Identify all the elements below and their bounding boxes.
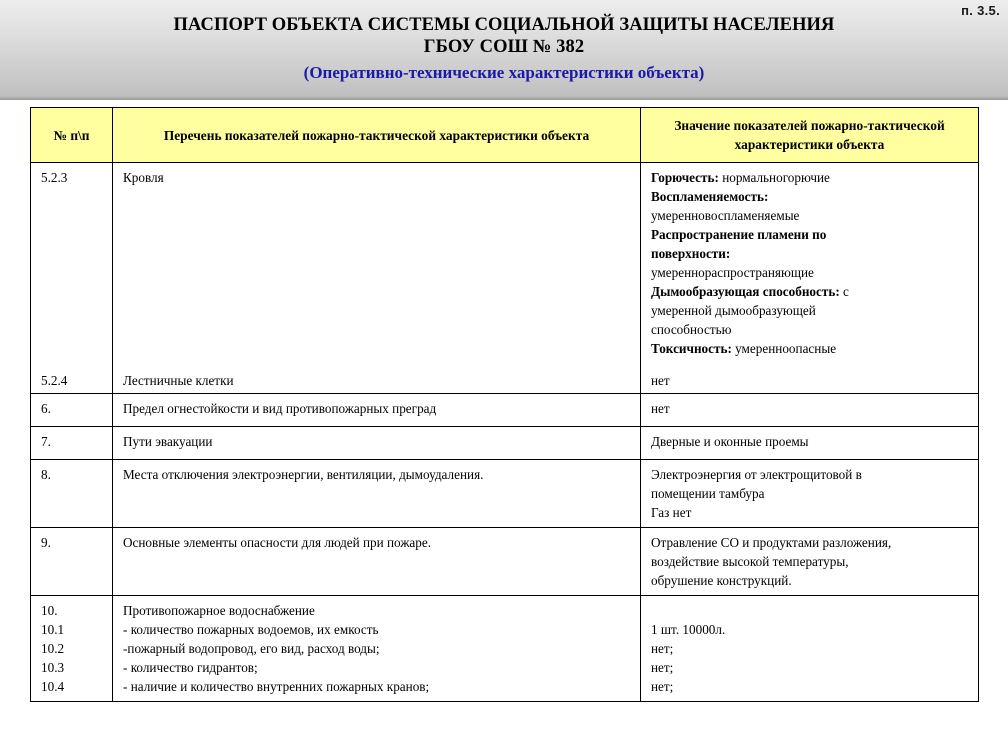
- indicator-value-line: [651, 320, 970, 339]
- value-text: Газ нет: [651, 505, 692, 520]
- indicator-name-cell: [113, 394, 641, 427]
- row-number: 5.2.4: [41, 373, 68, 388]
- value-label: Токсичность:: [651, 341, 732, 356]
- value-label: Распространение пламени по: [651, 227, 827, 242]
- indicator-value-line: [651, 263, 970, 282]
- indicator-value-line: [651, 503, 970, 522]
- indicator-value-line: [651, 639, 970, 658]
- column-header-indicator-list: Перечень показателей пожарно-тактической характеристики объекта: [113, 108, 641, 163]
- value-text: нет: [651, 401, 670, 416]
- indicator-name-cell: [113, 528, 641, 596]
- row-number: 10.4: [41, 679, 65, 694]
- page-subtitle: (Оперативно-технические характеристики объекта): [303, 63, 705, 82]
- indicator-name-line: Противопожарное водоснабжение: [123, 603, 315, 618]
- indicator-name-line: Пути эвакуации: [123, 434, 213, 449]
- indicator-value-line: [651, 432, 970, 451]
- row-number: 8.: [41, 467, 51, 482]
- table-row: [31, 460, 979, 528]
- table-body: [31, 163, 979, 702]
- indicator-value-line: [651, 465, 970, 484]
- row-number-cell: [31, 394, 113, 427]
- indicator-name-cell: [113, 369, 641, 394]
- value-label: Горючесть:: [651, 170, 719, 185]
- value-text: нет;: [651, 660, 674, 675]
- row-number: 9.: [41, 535, 51, 550]
- row-number: 10.3: [41, 660, 65, 675]
- value-text: умереннораспространяющие: [651, 265, 814, 280]
- indicator-value-line: [651, 282, 970, 301]
- indicator-value-cell: [641, 163, 979, 370]
- indicator-name-line: -пожарный водопровод, его вид, расход воды;: [123, 641, 380, 656]
- row-number: 10.1: [41, 622, 65, 637]
- indicator-name-line: - количество пожарных водоемов, их емкость: [123, 622, 379, 637]
- indicator-value-cell: [641, 596, 979, 702]
- indicator-name-line: Основные элементы опасности для людей при пожаре.: [123, 535, 432, 550]
- value-label: Дымообразующая способность:: [651, 284, 840, 299]
- indicator-value-cell: [641, 528, 979, 596]
- indicator-value-line: [651, 620, 970, 639]
- indicator-name-line: Кровля: [123, 170, 164, 185]
- column-header-number: № п\п: [31, 108, 113, 163]
- row-number: 7.: [41, 434, 51, 449]
- indicator-value-cell: [641, 427, 979, 460]
- value-label: Воспламеняемость:: [651, 189, 769, 204]
- table-row: [31, 528, 979, 596]
- indicator-name-line: - наличие и количество внутренних пожарных кранов;: [123, 679, 430, 694]
- row-number: 10.2: [41, 641, 65, 656]
- table-row: [31, 369, 979, 394]
- indicator-value-line: [651, 601, 970, 620]
- indicator-name-cell: [113, 596, 641, 702]
- row-number: 5.2.3: [41, 170, 68, 185]
- page-title-line-2: ГБОУ СОШ № 382: [423, 37, 585, 57]
- value-text: Дверные и оконные проемы: [651, 434, 809, 449]
- row-number-cell: [31, 460, 113, 528]
- value-text: умеренноопасные: [731, 341, 837, 356]
- indicator-value-line: [651, 484, 970, 503]
- value-text: с: [839, 284, 849, 299]
- indicator-name-cell: [113, 163, 641, 370]
- value-text: умеренной дымообразующей: [651, 303, 816, 318]
- page-title-block: [0, 14, 1008, 85]
- row-number-cell: [31, 427, 113, 460]
- indicator-name-line: Места отключения электроэнергии, вентиляции, дымоудаления.: [123, 467, 484, 482]
- value-text: нет: [651, 373, 670, 388]
- indicator-value-line: [651, 168, 970, 187]
- clause-reference: п. 3.5.: [961, 3, 1000, 18]
- indicator-value-line: [651, 571, 970, 590]
- row-number-cell: [31, 163, 113, 370]
- value-text: Отравление СО и продуктами разложения,: [651, 535, 892, 550]
- value-text: нормальногорючие: [718, 170, 830, 185]
- indicator-name-line: Предел огнестойкости и вид противопожарных преград: [123, 401, 437, 416]
- table-row: [31, 596, 979, 702]
- indicator-value-line: [651, 371, 970, 390]
- value-label: поверхности:: [651, 246, 731, 261]
- indicator-name-line: Лестничные клетки: [123, 373, 234, 388]
- indicator-name-cell: [113, 460, 641, 528]
- indicator-value-cell: [641, 394, 979, 427]
- row-number-cell: [31, 596, 113, 702]
- indicator-value-line: [651, 533, 970, 552]
- value-text: способностью: [651, 322, 732, 337]
- row-number-cell: [31, 369, 113, 394]
- value-text: умеренновоспламеняемые: [651, 208, 800, 223]
- indicator-value-line: [651, 187, 970, 206]
- indicator-value-line: [651, 677, 970, 696]
- row-number-cell: [31, 528, 113, 596]
- indicator-value-cell: [641, 369, 979, 394]
- row-number: 10.: [41, 603, 58, 618]
- passport-table-container: [30, 107, 978, 702]
- indicator-value-cell: [641, 460, 979, 528]
- indicator-name-cell: [113, 427, 641, 460]
- value-text: обрушение конструкций.: [651, 573, 792, 588]
- indicator-value-line: [651, 301, 970, 320]
- indicator-value-line: [651, 206, 970, 225]
- indicator-value-line: [651, 399, 970, 418]
- indicator-value-line: [651, 339, 970, 358]
- indicator-name-line: - количество гидрантов;: [123, 660, 258, 675]
- value-text: воздействие высокой температуры,: [651, 554, 849, 569]
- table-row: [31, 394, 979, 427]
- column-header-indicator-value: Значение показателей пожарно-тактической характеристики объекта: [641, 108, 979, 163]
- table-row: [31, 163, 979, 370]
- value-text: Электроэнергия от электрощитовой в: [651, 467, 862, 482]
- table-header-row: [31, 108, 979, 163]
- value-text: нет;: [651, 679, 674, 694]
- page-title-line-1: ПАСПОРТ ОБЪЕКТА СИСТЕМЫ СОЦИАЛЬНОЙ ЗАЩИТЫ НАСЕЛЕНИЯ: [173, 15, 835, 35]
- indicator-value-line: [651, 552, 970, 571]
- row-number: 6.: [41, 401, 51, 416]
- indicator-value-line: [651, 244, 970, 263]
- value-text: 1 шт. 10000л.: [651, 622, 726, 637]
- indicator-value-line: [651, 225, 970, 244]
- passport-table: [30, 107, 979, 702]
- value-text: помещении тамбура: [651, 486, 765, 501]
- table-row: [31, 427, 979, 460]
- value-text: нет;: [651, 641, 674, 656]
- table-header: [31, 108, 979, 163]
- indicator-value-line: [651, 658, 970, 677]
